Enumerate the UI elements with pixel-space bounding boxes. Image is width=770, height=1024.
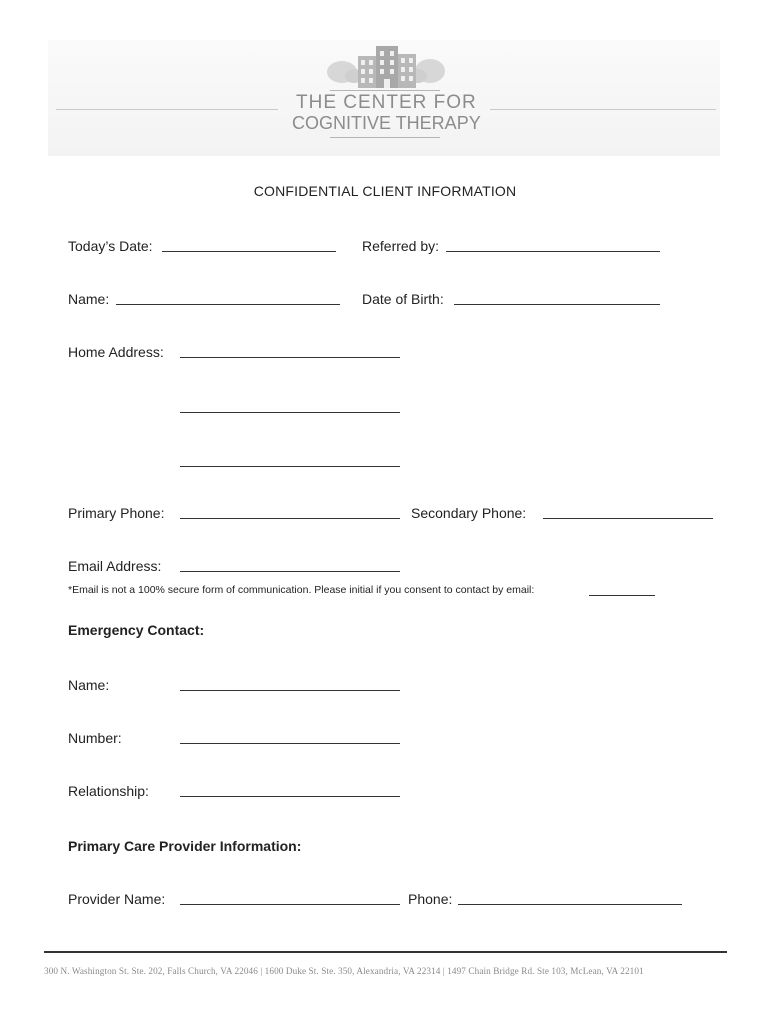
- logo-line-2: COGNITIVE THERAPY: [292, 113, 481, 133]
- emergency-relationship-label: Relationship:: [68, 783, 149, 799]
- emergency-contact-heading: Emergency Contact:: [68, 622, 205, 638]
- banner-rule-left: [56, 109, 278, 110]
- provider-phone-field[interactable]: [458, 904, 682, 905]
- provider-name-field[interactable]: [180, 904, 400, 905]
- provider-phone-label: Phone:: [408, 891, 453, 907]
- todays-date-field[interactable]: [162, 251, 336, 252]
- form-title: CONFIDENTIAL CLIENT INFORMATION: [253, 183, 517, 199]
- building-with-trees-logo-icon: [326, 42, 446, 90]
- emergency-number-field[interactable]: [180, 743, 400, 744]
- logo-line-1: THE CENTER FOR: [296, 92, 477, 113]
- footer-rule: [44, 951, 727, 953]
- logo-bottom-rule: [330, 137, 440, 138]
- emergency-name-label: Name:: [68, 677, 110, 693]
- primary-phone-field[interactable]: [180, 518, 400, 519]
- primary-care-heading: Primary Care Provider Information:: [68, 838, 302, 854]
- logo-top-rule: [330, 90, 440, 91]
- email-consent-note: *Email is not a 100% secure form of communication. Please initial if you consent to contact by email:: [68, 584, 535, 596]
- name-field[interactable]: [116, 304, 340, 305]
- emergency-name-field[interactable]: [180, 690, 400, 691]
- referred-by-label: Referred by:: [362, 238, 440, 254]
- home-address-line-3[interactable]: [180, 466, 400, 467]
- home-address-line-1[interactable]: [180, 357, 400, 358]
- footer-addresses: 300 N. Washington St. Ste. 202, Falls Church, VA 22046 | 1600 Duke St. Ste. 350, Alexandria, VA 22314 | 1497 Chain Bridge Rd. Ste 103, McLean, VA 22101: [44, 966, 644, 976]
- home-address-label: Home Address:: [68, 344, 164, 360]
- home-address-line-2[interactable]: [180, 412, 400, 413]
- email-address-field[interactable]: [180, 571, 400, 572]
- primary-phone-label: Primary Phone:: [68, 505, 165, 521]
- emergency-relationship-field[interactable]: [180, 796, 400, 797]
- emergency-number-label: Number:: [68, 730, 122, 746]
- date-of-birth-field[interactable]: [454, 304, 660, 305]
- todays-date-label: Today’s Date:: [68, 238, 153, 254]
- secondary-phone-field[interactable]: [543, 518, 713, 519]
- date-of-birth-label: Date of Birth:: [362, 291, 444, 307]
- letterhead-banner: [48, 40, 720, 156]
- secondary-phone-label: Secondary Phone:: [411, 505, 527, 521]
- referred-by-field[interactable]: [446, 251, 660, 252]
- email-consent-initial-field[interactable]: [589, 595, 655, 596]
- banner-rule-right: [490, 109, 716, 110]
- email-address-label: Email Address:: [68, 558, 162, 574]
- provider-name-label: Provider Name:: [68, 891, 166, 907]
- name-label: Name:: [68, 291, 110, 307]
